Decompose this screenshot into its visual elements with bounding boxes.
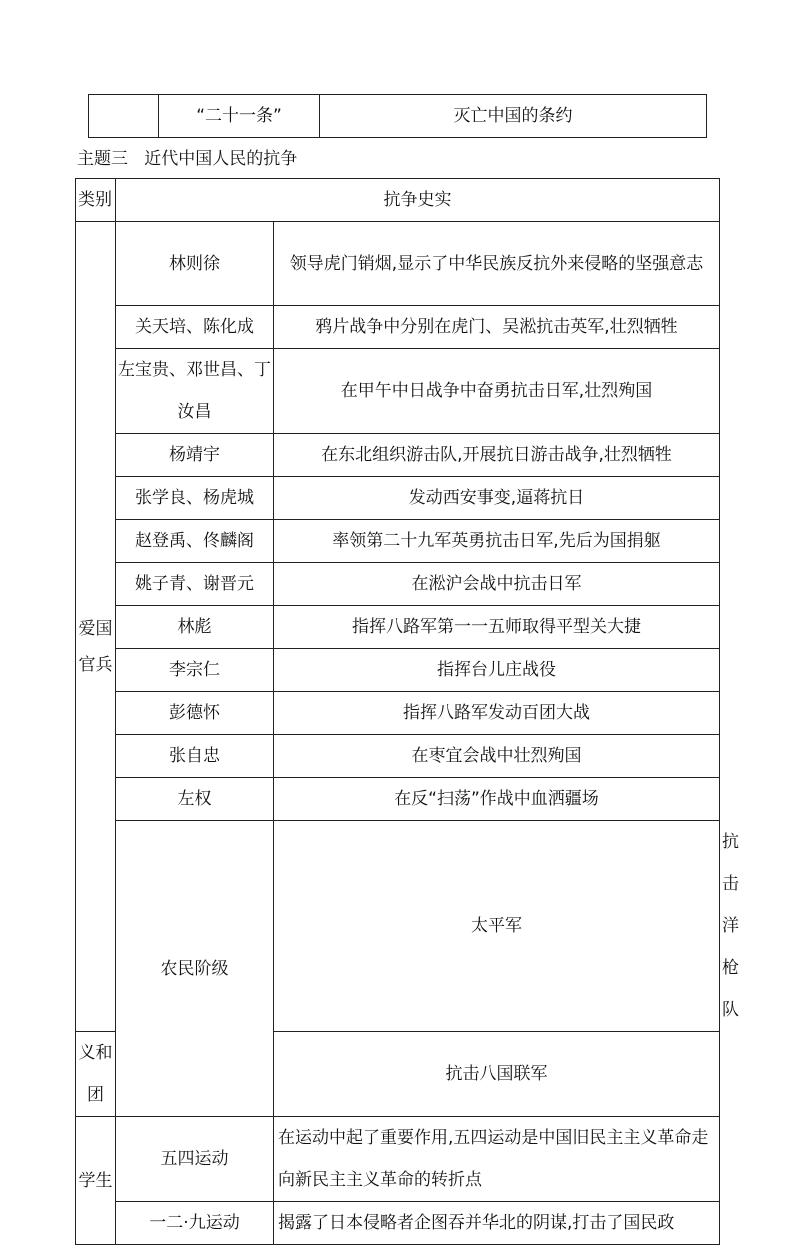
person-cell: 左权 bbox=[116, 778, 274, 821]
person-cell: 李宗仁 bbox=[116, 649, 274, 692]
fact-cell: 在运动中起了重要作用,五四运动是中国旧民主主义革命走向新民主主义革命的转折点 bbox=[274, 1117, 720, 1202]
person-cell: 关天培、陈化成 bbox=[116, 306, 274, 349]
header-facts: 抗争史实 bbox=[116, 179, 720, 222]
table-row bbox=[76, 1202, 720, 1245]
person-cell: 彭德怀 bbox=[116, 692, 274, 735]
previous-topic-table bbox=[88, 94, 707, 138]
fact-cell: 指挥台儿庄战役 bbox=[274, 649, 720, 692]
table-row bbox=[76, 306, 720, 349]
table-row bbox=[76, 222, 720, 306]
fact-cell: 在淞沪会战中抗击日军 bbox=[274, 563, 720, 606]
fact-cell: 在反“扫荡”作战中血洒疆场 bbox=[274, 778, 720, 821]
fact-cell: 在甲午中日战争中奋勇抗击日军,壮烈殉国 bbox=[274, 349, 720, 434]
person-cell: 义和团 bbox=[76, 1032, 116, 1117]
section-heading: 主题三 近代中国人民的抗争 bbox=[77, 149, 298, 169]
category-cell: 爱国官兵 bbox=[76, 222, 116, 1032]
category-cell: 学生 bbox=[76, 1117, 116, 1245]
table-cell: 灭亡中国的条约 bbox=[320, 95, 707, 138]
table-row bbox=[76, 520, 720, 563]
fact-cell: 率领第二十九军英勇抗击日军,先后为国捐躯 bbox=[274, 520, 720, 563]
fact-cell: 发动西安事变,逼蒋抗日 bbox=[274, 477, 720, 520]
category-cell: 农民阶级 bbox=[116, 821, 274, 1117]
person-cell: 赵登禹、佟麟阁 bbox=[116, 520, 274, 563]
table-row bbox=[76, 477, 720, 520]
person-cell: 张学良、杨虎城 bbox=[116, 477, 274, 520]
person-cell: 左宝贵、邓世昌、丁汝昌 bbox=[116, 349, 274, 434]
person-cell: 张自忠 bbox=[116, 735, 274, 778]
table-row bbox=[76, 649, 720, 692]
person-cell: 五四运动 bbox=[116, 1117, 274, 1202]
fact-cell: 抗击八国联军 bbox=[274, 1032, 720, 1117]
table-header-row bbox=[76, 179, 720, 222]
table-row bbox=[76, 563, 720, 606]
table-cell bbox=[89, 95, 159, 138]
fact-cell: 领导虎门销烟,显示了中华民族反抗外来侵略的坚强意志 bbox=[274, 222, 720, 306]
table-row bbox=[76, 1117, 720, 1202]
table-row: 农民阶级 太平军 抗击洋枪队 bbox=[76, 821, 720, 1032]
table-row bbox=[76, 692, 720, 735]
fact-cell: 指挥八路军发动百团大战 bbox=[274, 692, 720, 735]
struggle-table bbox=[75, 178, 739, 1245]
fact-cell: 在枣宜会战中壮烈殉国 bbox=[274, 735, 720, 778]
table-row bbox=[76, 735, 720, 778]
table-row bbox=[76, 778, 720, 821]
fact-cell: 指挥八路军第一一五师取得平型关大捷 bbox=[274, 606, 720, 649]
person-cell: 林彪 bbox=[116, 606, 274, 649]
person-cell: 一二·九运动 bbox=[116, 1202, 274, 1245]
person-cell: 姚子青、谢晋元 bbox=[116, 563, 274, 606]
table-row bbox=[76, 606, 720, 649]
table-row bbox=[76, 349, 720, 434]
fact-cell: 鸦片战争中分别在虎门、吴淞抗击英军,壮烈牺牲 bbox=[274, 306, 720, 349]
table-row bbox=[89, 95, 707, 138]
table-cell: “二十一条” bbox=[159, 95, 320, 138]
table-row bbox=[76, 434, 720, 477]
header-category: 类别 bbox=[76, 179, 116, 222]
fact-cell: 在东北组织游击队,开展抗日游击战争,壮烈牺牲 bbox=[274, 434, 720, 477]
fact-cell: 揭露了日本侵略者企图吞并华北的阴谋,打击了国民政 bbox=[274, 1202, 720, 1245]
person-cell: 林则徐 bbox=[116, 222, 274, 306]
person-cell: 太平军 bbox=[274, 821, 720, 1032]
person-cell: 杨靖宇 bbox=[116, 434, 274, 477]
